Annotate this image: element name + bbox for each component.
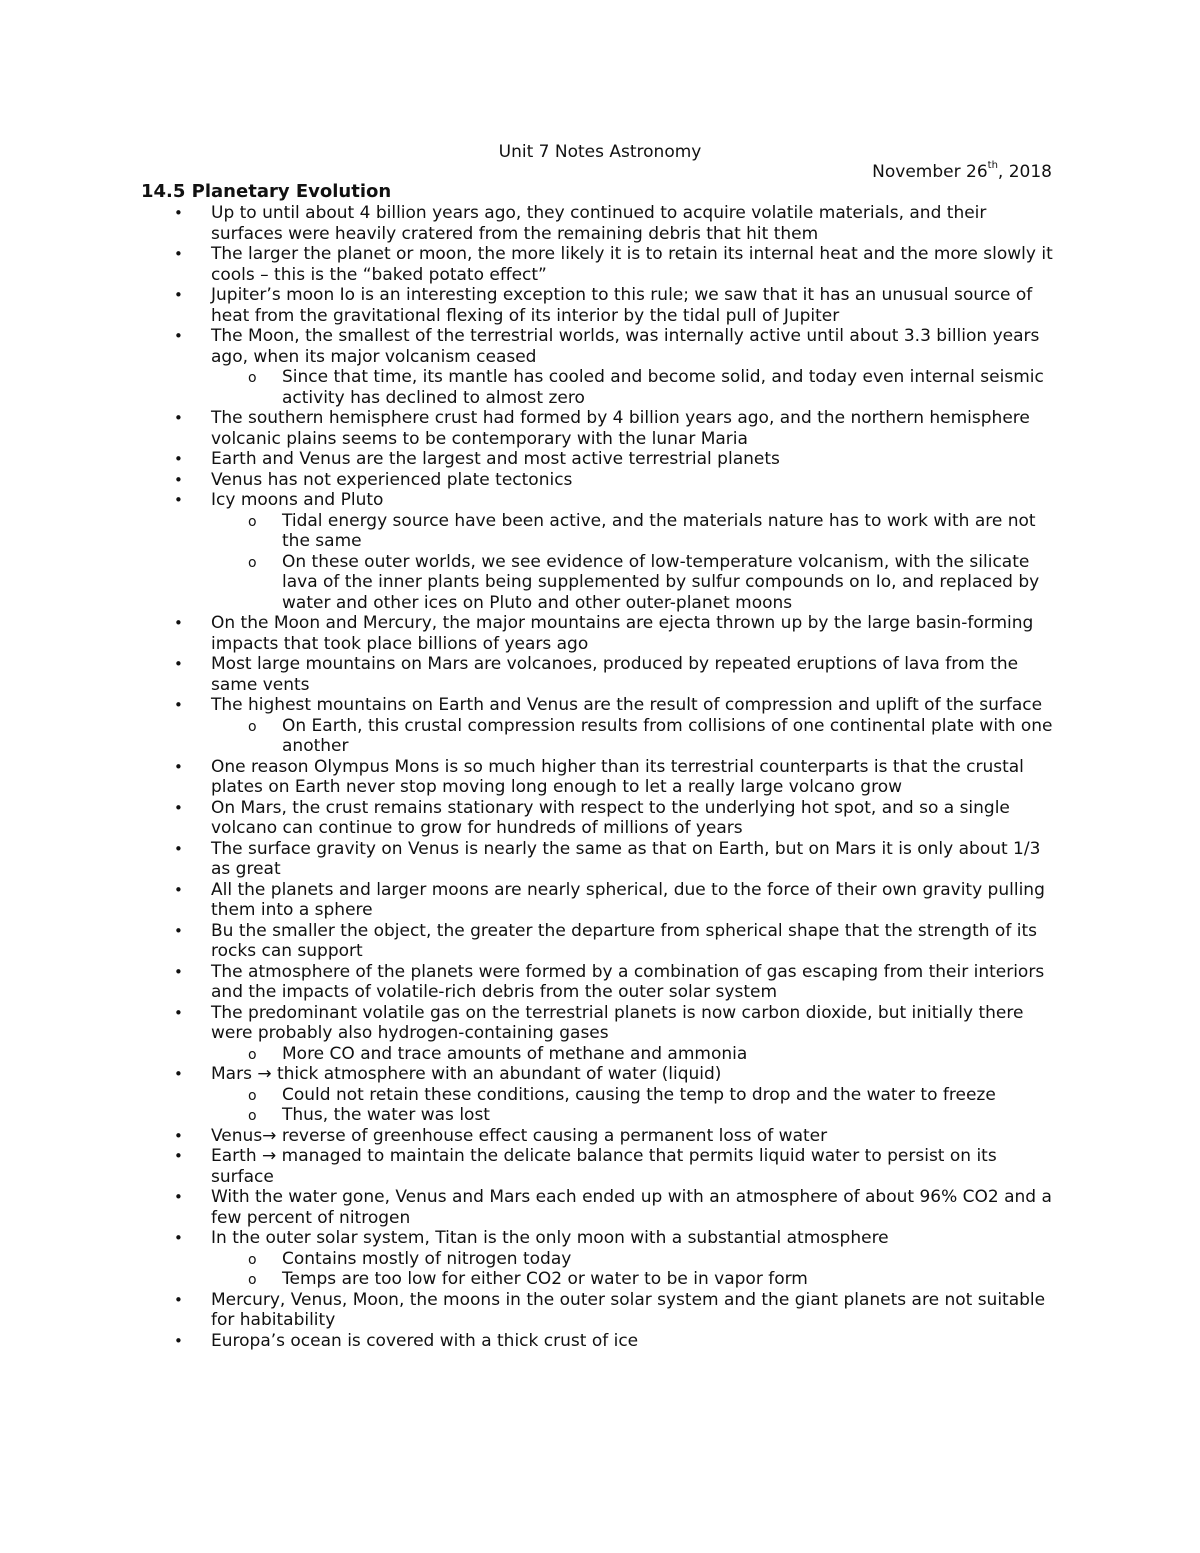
date-prefix: November 26	[872, 162, 988, 182]
note-text: The surface gravity on Venus is nearly the same as that on Earth, but on Mars it is only about 1/3 as great	[211, 838, 1041, 879]
note-text: On the Moon and Mercury, the major mountains are ejecta thrown up by the large basin-forming impacts that took place billions of years ago	[211, 613, 1034, 654]
note-item	[0, 1290, 1060, 1331]
note-item	[0, 408, 1060, 449]
note-text: The Moon, the smallest of the terrestrial worlds, was internally active until about 3.3 billion years ago, when its major volcanism ceased	[211, 326, 1040, 367]
sub-note-list	[211, 1085, 1060, 1126]
note-text: All the planets and larger moons are nearly spherical, due to the force of their own gravity pulling them into a sphere	[211, 879, 1045, 920]
note-text: Earth → managed to maintain the delicate balance that permits liquid water to persist on its surface	[211, 1146, 997, 1187]
note-text: Jupiter’s moon Io is an interesting exception to this rule; we saw that it has an unusual source of heat from the gravitational flexing of its interior by the tidal pull of Jupiter	[211, 285, 1033, 326]
note-text: Up to until about 4 billion years ago, they continued to acquire volatile materials, and their surfaces were heavily cratered from the remaining debris that hit them	[211, 203, 987, 244]
sub-note-list	[211, 1249, 1060, 1290]
note-item	[0, 1228, 1060, 1290]
note-item	[0, 613, 1060, 654]
note-text: The highest mountains on Earth and Venus are the result of compression and uplift of the surface	[211, 695, 1043, 715]
note-item	[0, 962, 1060, 1003]
note-text: The predominant volatile gas on the terrestrial planets is now carbon dioxide, but initially there were probably also hydrogen-containing gases	[211, 1002, 1024, 1043]
note-item	[0, 470, 1060, 491]
note-text: Venus has not experienced plate tectonics	[211, 469, 573, 490]
sub-note-item: o Tidal energy source have been active, and the materials nature has to work with are not the same	[211, 511, 1060, 552]
notes-list	[0, 203, 1060, 1351]
date-superscript: th	[987, 160, 998, 172]
sub-note-item: o Since that time, its mantle has cooled and become solid, and today even internal seismic activity has declined to almost zero	[211, 367, 1060, 408]
note-item	[0, 1064, 1060, 1126]
note-text: The larger the planet or moon, the more likely it is to retain its internal heat and the more slowly it cools – this is the “baked potato effect”	[211, 244, 1053, 285]
sub-note-item: o Contains mostly of nitrogen today	[211, 1249, 1060, 1270]
note-text: Mars → thick atmosphere with an abundant of water (liquid)	[211, 1064, 722, 1084]
note-item	[0, 1126, 1060, 1147]
note-item	[0, 695, 1060, 757]
note-item	[0, 921, 1060, 962]
document-date	[872, 161, 1052, 183]
sub-note-item: o Could not retain these conditions, causing the temp to drop and the water to freeze	[211, 1085, 1060, 1106]
note-item	[0, 1146, 1060, 1187]
note-text: Mercury, Venus, Moon, the moons in the outer solar system and the giant planets are not suitable for habitability	[211, 1289, 1046, 1330]
sub-note-list	[211, 716, 1060, 757]
note-item	[0, 654, 1060, 695]
note-text: On Mars, the crust remains stationary with respect to the underlying hot spot, and so a single volcano can continue to grow for hundreds of millions of years	[211, 797, 1010, 838]
date-suffix: , 2018	[997, 162, 1052, 182]
note-item	[0, 1003, 1060, 1065]
sub-note-list	[211, 1044, 1060, 1065]
note-text: The southern hemisphere crust had formed by 4 billion years ago, and the northern hemisphere volcanic plains seems to be contemporary with the lunar Maria	[211, 408, 1030, 449]
note-item	[0, 449, 1060, 470]
note-item	[0, 326, 1060, 408]
note-item	[0, 1187, 1060, 1228]
note-text: Europa’s ocean is covered with a thick crust of ice	[211, 1330, 639, 1351]
note-text: With the water gone, Venus and Mars each ended up with an atmosphere of about 96% CO2 and a few percent of nitrogen	[211, 1187, 1052, 1228]
note-text: Icy moons and Pluto	[211, 490, 384, 510]
note-item	[0, 880, 1060, 921]
sub-note-item: o More CO and trace amounts of methane and ammonia	[211, 1044, 1060, 1065]
sub-note-list	[211, 367, 1060, 408]
note-item	[0, 839, 1060, 880]
note-item	[0, 490, 1060, 613]
sub-note-item: o On Earth, this crustal compression results from collisions of one continental plate with one another	[211, 716, 1060, 757]
note-text: One reason Olympus Mons is so much higher than its terrestrial counterparts is that the crustal plates on Earth never stop moving long enough to let a really large volcano grow	[211, 756, 1024, 797]
sub-note-item: o Thus, the water was lost	[211, 1105, 1060, 1126]
note-text: Bu the smaller the object, the greater the departure from spherical shape that the strength of its rocks can support	[211, 920, 1037, 961]
note-item	[0, 757, 1060, 798]
note-text: Earth and Venus are the largest and most active terrestrial planets	[211, 449, 780, 469]
note-item	[0, 244, 1060, 285]
note-text: Most large mountains on Mars are volcanoes, produced by repeated eruptions of lava from the same vents	[211, 654, 1019, 695]
sub-note-item: o On these outer worlds, we see evidence of low-temperature volcanism, with the silicate lava of the inner plants being supplemented by sulfur compounds on Io, and replaced by water and other ices on Pluto and other outer-planet moons	[211, 552, 1060, 614]
document-title: Unit 7 Notes Astronomy	[498, 142, 702, 162]
note-text: Venus→ reverse of greenhouse effect causing a permanent loss of water	[211, 1125, 828, 1146]
note-item	[0, 798, 1060, 839]
sub-note-list	[211, 511, 1060, 614]
sub-note-item: o Temps are too low for either CO2 or water to be in vapor form	[211, 1269, 1060, 1290]
note-item	[0, 285, 1060, 326]
note-item	[0, 1331, 1060, 1352]
note-item	[0, 203, 1060, 244]
note-text: The atmosphere of the planets were formed by a combination of gas escaping from their interiors and the impacts of volatile-rich debris from the outer solar system	[211, 961, 1045, 1002]
note-text: In the outer solar system, Titan is the only moon with a substantial atmosphere	[211, 1228, 889, 1248]
section-heading: 14.5 Planetary Evolution	[141, 181, 392, 202]
